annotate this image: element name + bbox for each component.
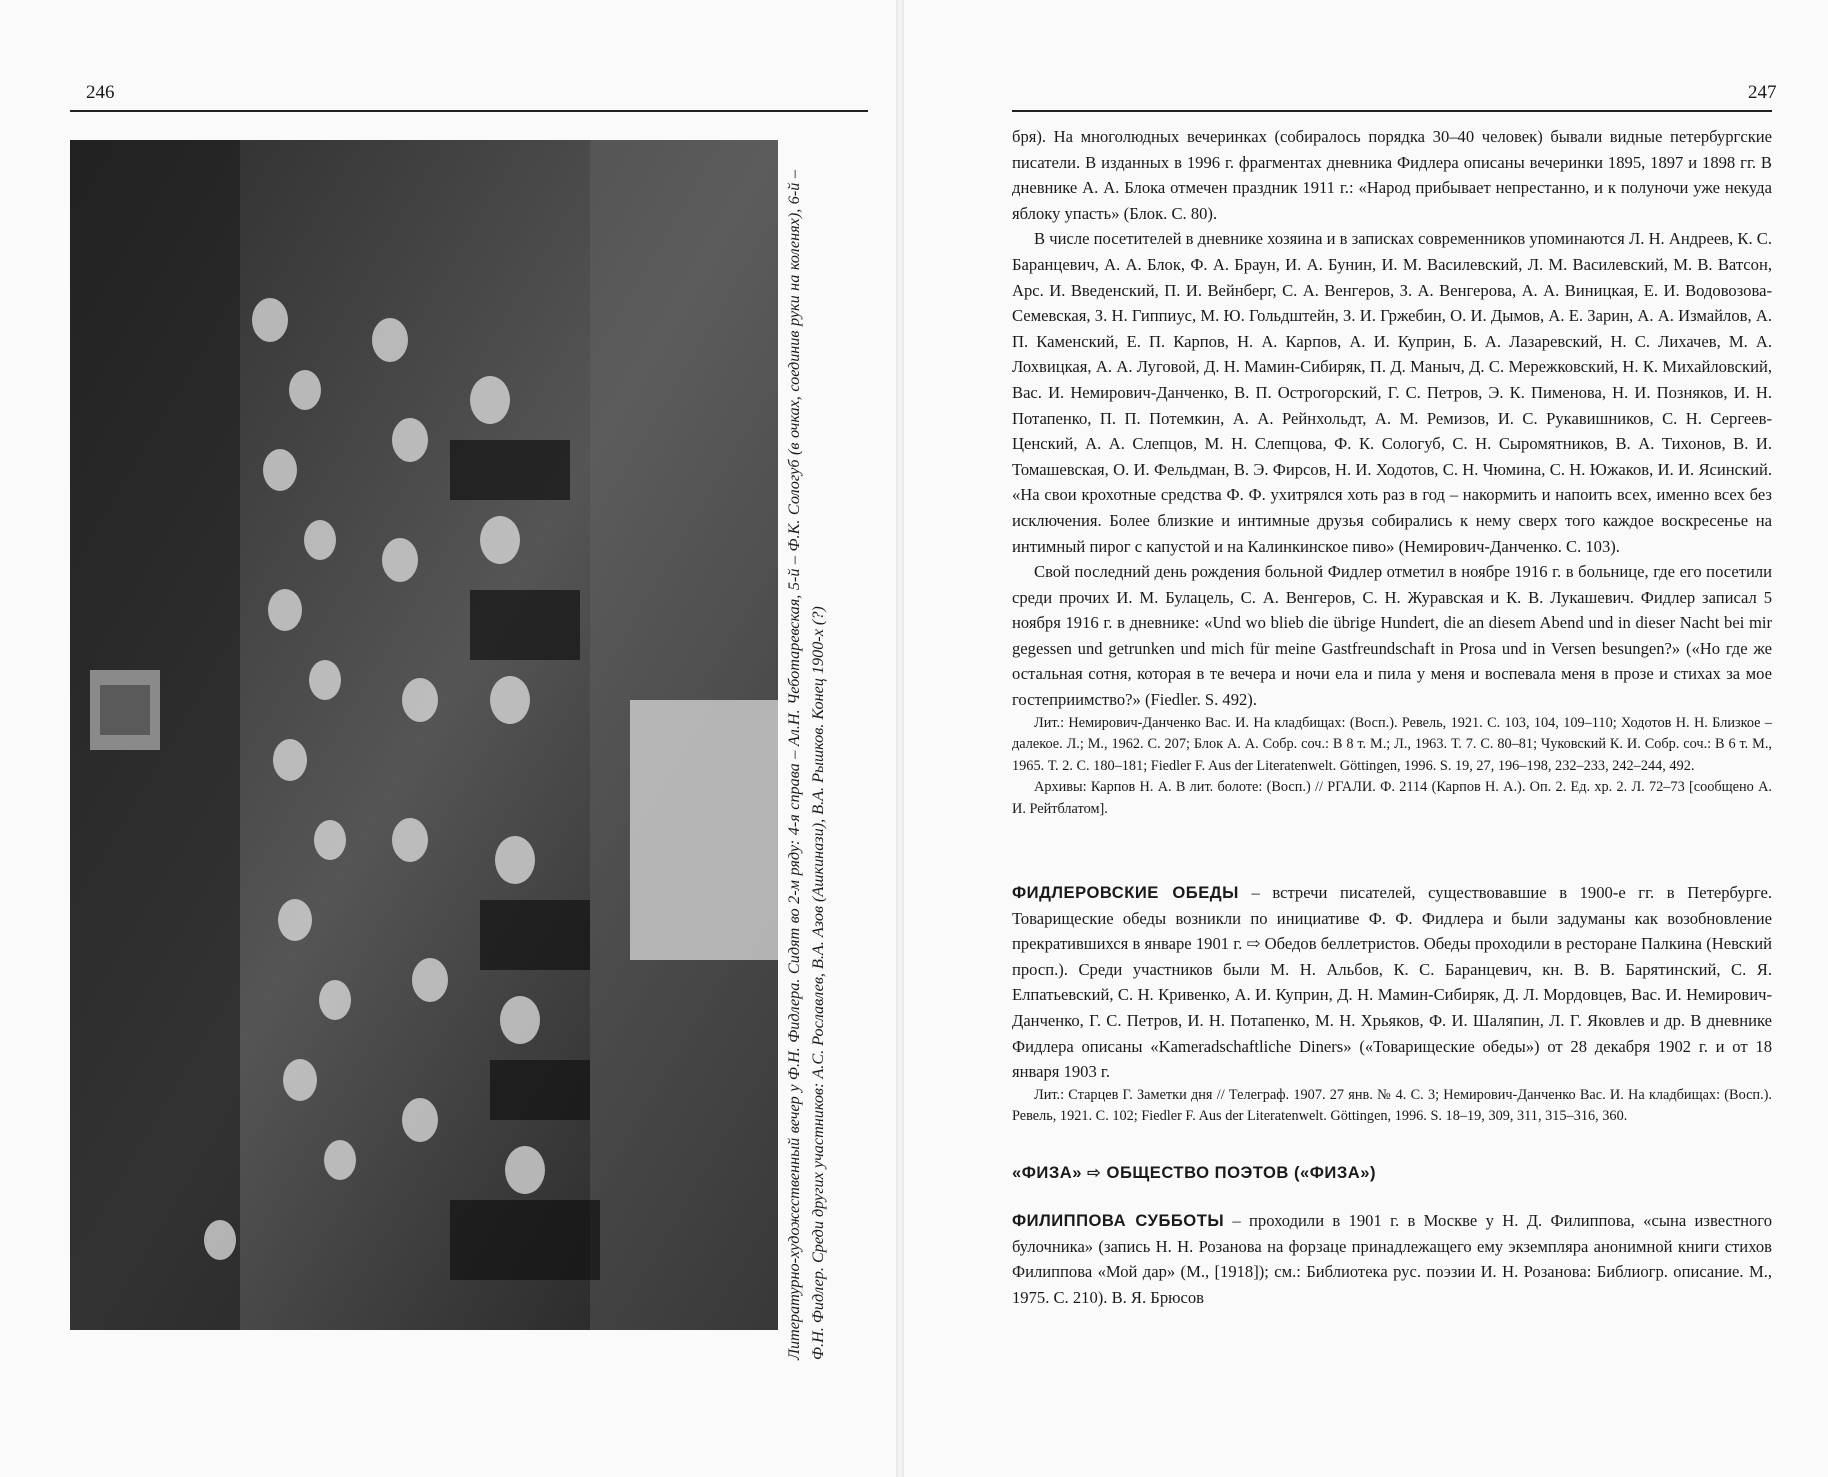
photo-graphic (70, 140, 778, 1330)
entry-filippova-subboty (1012, 1208, 1772, 1310)
entry-body: – встречи писателей, существовавшие в 1900-е гг. в Петербурге. Товарищеские обеды возникли по инициативе Ф. Ф. Фидлера и были задуманы как возобновление прекратившихся в январе 1901 г. ⇨ Обедов беллетристов. Обеды проходили в ресторане Палкина (Невский просп.). Среди участников были М. Н. Альбов, К. С. Баранцевич, кн. В. В. Барятинский, С. Я. Елпатьевский, С. Н. Кривенко, А. И. Куприн, Д. Н. Мамин-Сибиряк, Д. Л. Мордовцев, Вас. И. Немирович-Данченко, Г. С. Петров, И. Н. Потапенко, М. Н. Хрьяков, Ф. И. Шаляпин, Л. Г. Яковлев и др. В дневнике Фидлера описаны «Kameradschaftliche Diners» («Товарищеские обеды») от 28 декабря 1902 г. и от 18 января 1903 г. (1012, 883, 1772, 1082)
entry-continuation (1012, 124, 1772, 820)
entry-crossref: «ФИЗА» ⇨ ОБЩЕСТВО ПОЭТОВ («ФИЗА») (1012, 1163, 1376, 1182)
header-rule (70, 110, 868, 112)
entry-fiza (1012, 1160, 1772, 1186)
archive-note: Архивы: Карпов Н. А. В лит. болоте: (Восп.) // РГАЛИ. Ф. 2114 (Карпов Н. А.). Оп. 2. Ед. хр. 2. Л. 72–73 [сообщено А. И. Рейтблатом]. (1012, 779, 1772, 817)
page-number-right: 247 (1748, 82, 1777, 103)
paragraph: Свой последний день рождения больной Фидлер отметил в ноябре 1916 г. в больнице, где его посетили среди прочих И. М. Булацель, С. А. Венгеров, С. Н. Журавская и К. В. Лукашевич. Фидлер записал 5 ноября 1916 г. в дневнике: «Und wo blieb die übrige Hundert, die an diesem Abend und in dieser Nacht bei mir gegessen und getrunken und mich für meine Gastfreundschaft in Prosa und in Versen besungen?» («Но где же остальная сотня, которая в те вечера и ночи ела и пила у меня и воспевала меня в прозе и стихах за мое гостеприимство?» (Fiedler. S. 492). (1012, 562, 1772, 710)
photograph (70, 140, 778, 1330)
right-page (900, 0, 1828, 1477)
literature-note: Лит.: Старцев Г. Заметки дня // Телеграф. 1907. 27 янв. № 4. С. 3; Немирович-Данченко Вас. И. На кладбищах: (Восп.). Ревель, 1921. С. 102; Fiedler F. Aus der Literatenwelt. Göttingen, 1996. S. 18–19, 309, 311, 315–316, 360. (1012, 1086, 1772, 1125)
entry-body: – проходили в 1901 г. в Москве у Н. Д. Филиппова, «сына известного булочника» (запись Н. Н. Розанова на форзаце принадлежащего ему экземпляра анонимной книги стихов Филиппова «Мой дар» (М., [1918]); см.: Библиотека рус. поэзии И. Н. Розанова: Библиогр. описание. М., 1975. С. 210). В. Я. Брюсов (1012, 1211, 1772, 1307)
literature-note: Лит.: Немирович-Данченко Вас. И. На кладбищах: (Восп.). Ревель, 1921. С. 103, 104, 109–110; Ходотов Н. Н. Близкое – далекое. Л.; М., 1962. С. 207; Блок А. А. Собр. соч.: В 8 т. М.; Л., 1963. Т. 7. С. 80–81; Чуковский К. И. Собр. соч.: В 6 т. М., 1965. Т. 2. С. 180–181; Fiedler F. Aus der Literatenwelt. Göttingen, 1996. S. 19, 27, 196–198, 232–233, 242–244, 492. (1012, 714, 1772, 774)
left-page (0, 0, 900, 1477)
paragraph: бря). На многолюдных вечеринках (собиралось порядка 30–40 человек) бывали видные петербургские писатели. В изданных в 1996 г. фрагментах дневника Фидлера описаны вечеринки 1895, 1897 и 1898 гг. В дневнике А. А. Блока отмечен праздник 1911 г.: «Народ прибывает непрестанно, и к полуночи уже некуда яблоку упасть» (Блок. С. 80). (1012, 127, 1772, 223)
entry-headword: ФИДЛЕРОВСКИЕ ОБЕДЫ (1012, 883, 1239, 902)
entry-headword: ФИЛИППОВА СУББОТЫ (1012, 1211, 1225, 1230)
entry-fidlerovskie-obedy (1012, 880, 1772, 1128)
header-rule (1012, 110, 1772, 112)
page-number-left: 246 (86, 82, 115, 103)
paragraph: В числе посетителей в дневнике хозяина и в записках современников упоминаются Л. Н. Андреев, К. С. Баранцевич, А. А. Блок, Ф. А. Браун, И. А. Бунин, И. М. Василевский, Л. М. Василевский, М. В. Ватсон, Арс. И. Введенский, П. И. Вейнберг, С. А. Венгеров, З. А. Венгерова, А. А. Виницкая, Е. И. Водовозова-Семевская, З. Н. Гиппиус, М. Ю. Гольдштейн, З. И. Гржебин, О. И. Дымов, А. Е. Зарин, А. А. Измайлов, А. П. Каменский, Е. П. Карпов, Н. А. Карпов, А. И. Куприн, Б. А. Лазаревский, Н. С. Лихачев, М. А. Лохвицкая, А. А. Луговой, Д. Н. Мамин-Сибиряк, П. Д. Маныч, Д. С. Мережковский, Н. К. Михайловский, Вас. И. Немирович-Данченко, В. П. Острогорский, Г. С. Петров, Э. К. Пименова, Н. И. Позняков, И. Н. Потапенко, П. П. Потемкин, А. А. Рейнхольдт, А. М. Ремизов, И. С. Рукавишников, С. Н. Сергеев-Ценский, А. А. Слепцов, М. Н. Слепцова, Ф. К. Сологуб, С. Н. Сыромятников, В. А. Тихонов, В. И. Томашевская, О. И. Фельдман, В. Э. Фирсов, Н. И. Ходотов, С. Н. Чюмина, С. Н. Южаков, И. И. Ясинский. «На свои крохотные средства Ф. Ф. ухитрялся хоть раз в год – накормить и напоить всех, именно всех без исключения. Более близкие и интимные друзья собирались к нему сверх того каждое воскресенье на интимный пирог с капустой и на Калинкинское пиво» (Немирович-Данченко. С. 103). (1012, 229, 1772, 556)
photo-caption: Литературно-художественный вечер у Ф.Н. Фидлера. Сидят во 2-м ряду: 4-я справа – Ал.Н. Чеботаревская, 5-й – Ф.К. Сологуб (в очках, соединив руки на коленях), 6-й – Ф.Н. Фидлер. Среди других участников: А.С. Рославлев, В.А. Азов (Ашкинази), В.А. Рышков. Конец 1900-х (?) (785, 170, 827, 1360)
